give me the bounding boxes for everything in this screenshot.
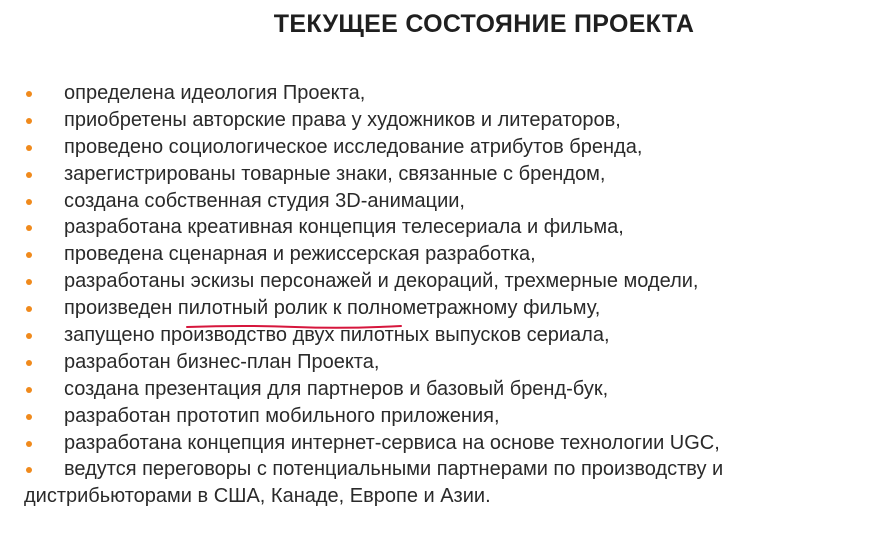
bullet-icon [26, 414, 32, 420]
slide-title: ТЕКУЩЕЕ СОСТОЯНИЕ ПРОЕКТА [273, 10, 695, 38]
list-item-text: разработана концепция интернет-сервиса на основе технологии UGC, [64, 431, 720, 454]
bullet-icon [26, 225, 32, 231]
bullet-icon [26, 360, 32, 366]
list-item-text: зарегистрированы товарные знаки, связанные с брендом, [64, 162, 606, 185]
list-item-text: создана собственная студия 3D-анимации, [64, 189, 465, 212]
list-item-text: проведена сценарная и режиссерская разработка, [64, 243, 536, 266]
list-item-text: запущено производство двух пилотных выпусков сериала, [64, 324, 610, 347]
list-item [24, 295, 854, 322]
bullet-icon [26, 145, 32, 151]
bullet-icon [26, 306, 32, 312]
list-item [24, 161, 854, 188]
list-item [24, 376, 854, 403]
list-item [24, 80, 854, 107]
red-underline-annotation [185, 323, 403, 335]
list-item-text: определена идеология Проекта, [64, 82, 366, 104]
bullet-icon [26, 279, 32, 285]
list-item [24, 268, 854, 295]
list-item [24, 134, 854, 161]
bullet-icon [26, 91, 32, 97]
list-item [24, 430, 854, 457]
list-item-text: разработан прототип мобильного приложения, [64, 404, 500, 427]
bullet-icon [26, 118, 32, 124]
status-list [24, 80, 854, 510]
list-item [24, 241, 854, 268]
list-item-text: приобретены авторские права у художников и литераторов, [64, 108, 621, 131]
list-item [24, 403, 854, 430]
list-item-text: произведен пилотный ролик к полнометражному фильму, [64, 297, 601, 320]
list-item [24, 349, 854, 376]
bullet-icon [26, 252, 32, 258]
list-item-text: разработаны эскизы персонажей и декораций, трехмерные модели, [64, 270, 699, 293]
bullet-icon [26, 387, 32, 393]
list-item-text: разработан бизнес-план Проекта, [64, 350, 380, 373]
list-item [24, 456, 854, 510]
list-item [24, 107, 854, 134]
bullet-icon [26, 441, 32, 447]
list-item [24, 214, 854, 241]
bullet-icon [26, 333, 32, 339]
bullet-icon [26, 467, 32, 473]
list-item-text: создана презентация для партнеров и базовый бренд-бук, [64, 377, 609, 400]
list-item-text: разработана креативная концепция телесериала и фильма, [64, 216, 624, 239]
bullet-icon [26, 199, 32, 205]
list-item-text: проведено социологическое исследование атрибутов бренда, [64, 135, 643, 158]
list-item [24, 322, 854, 349]
list-item [24, 188, 854, 215]
list-item-text: ведутся переговоры с потенциальными партнерами по производству и дистрибьюторами в США, Канаде, Европе и Азии. [24, 458, 724, 508]
bullet-icon [26, 172, 32, 178]
